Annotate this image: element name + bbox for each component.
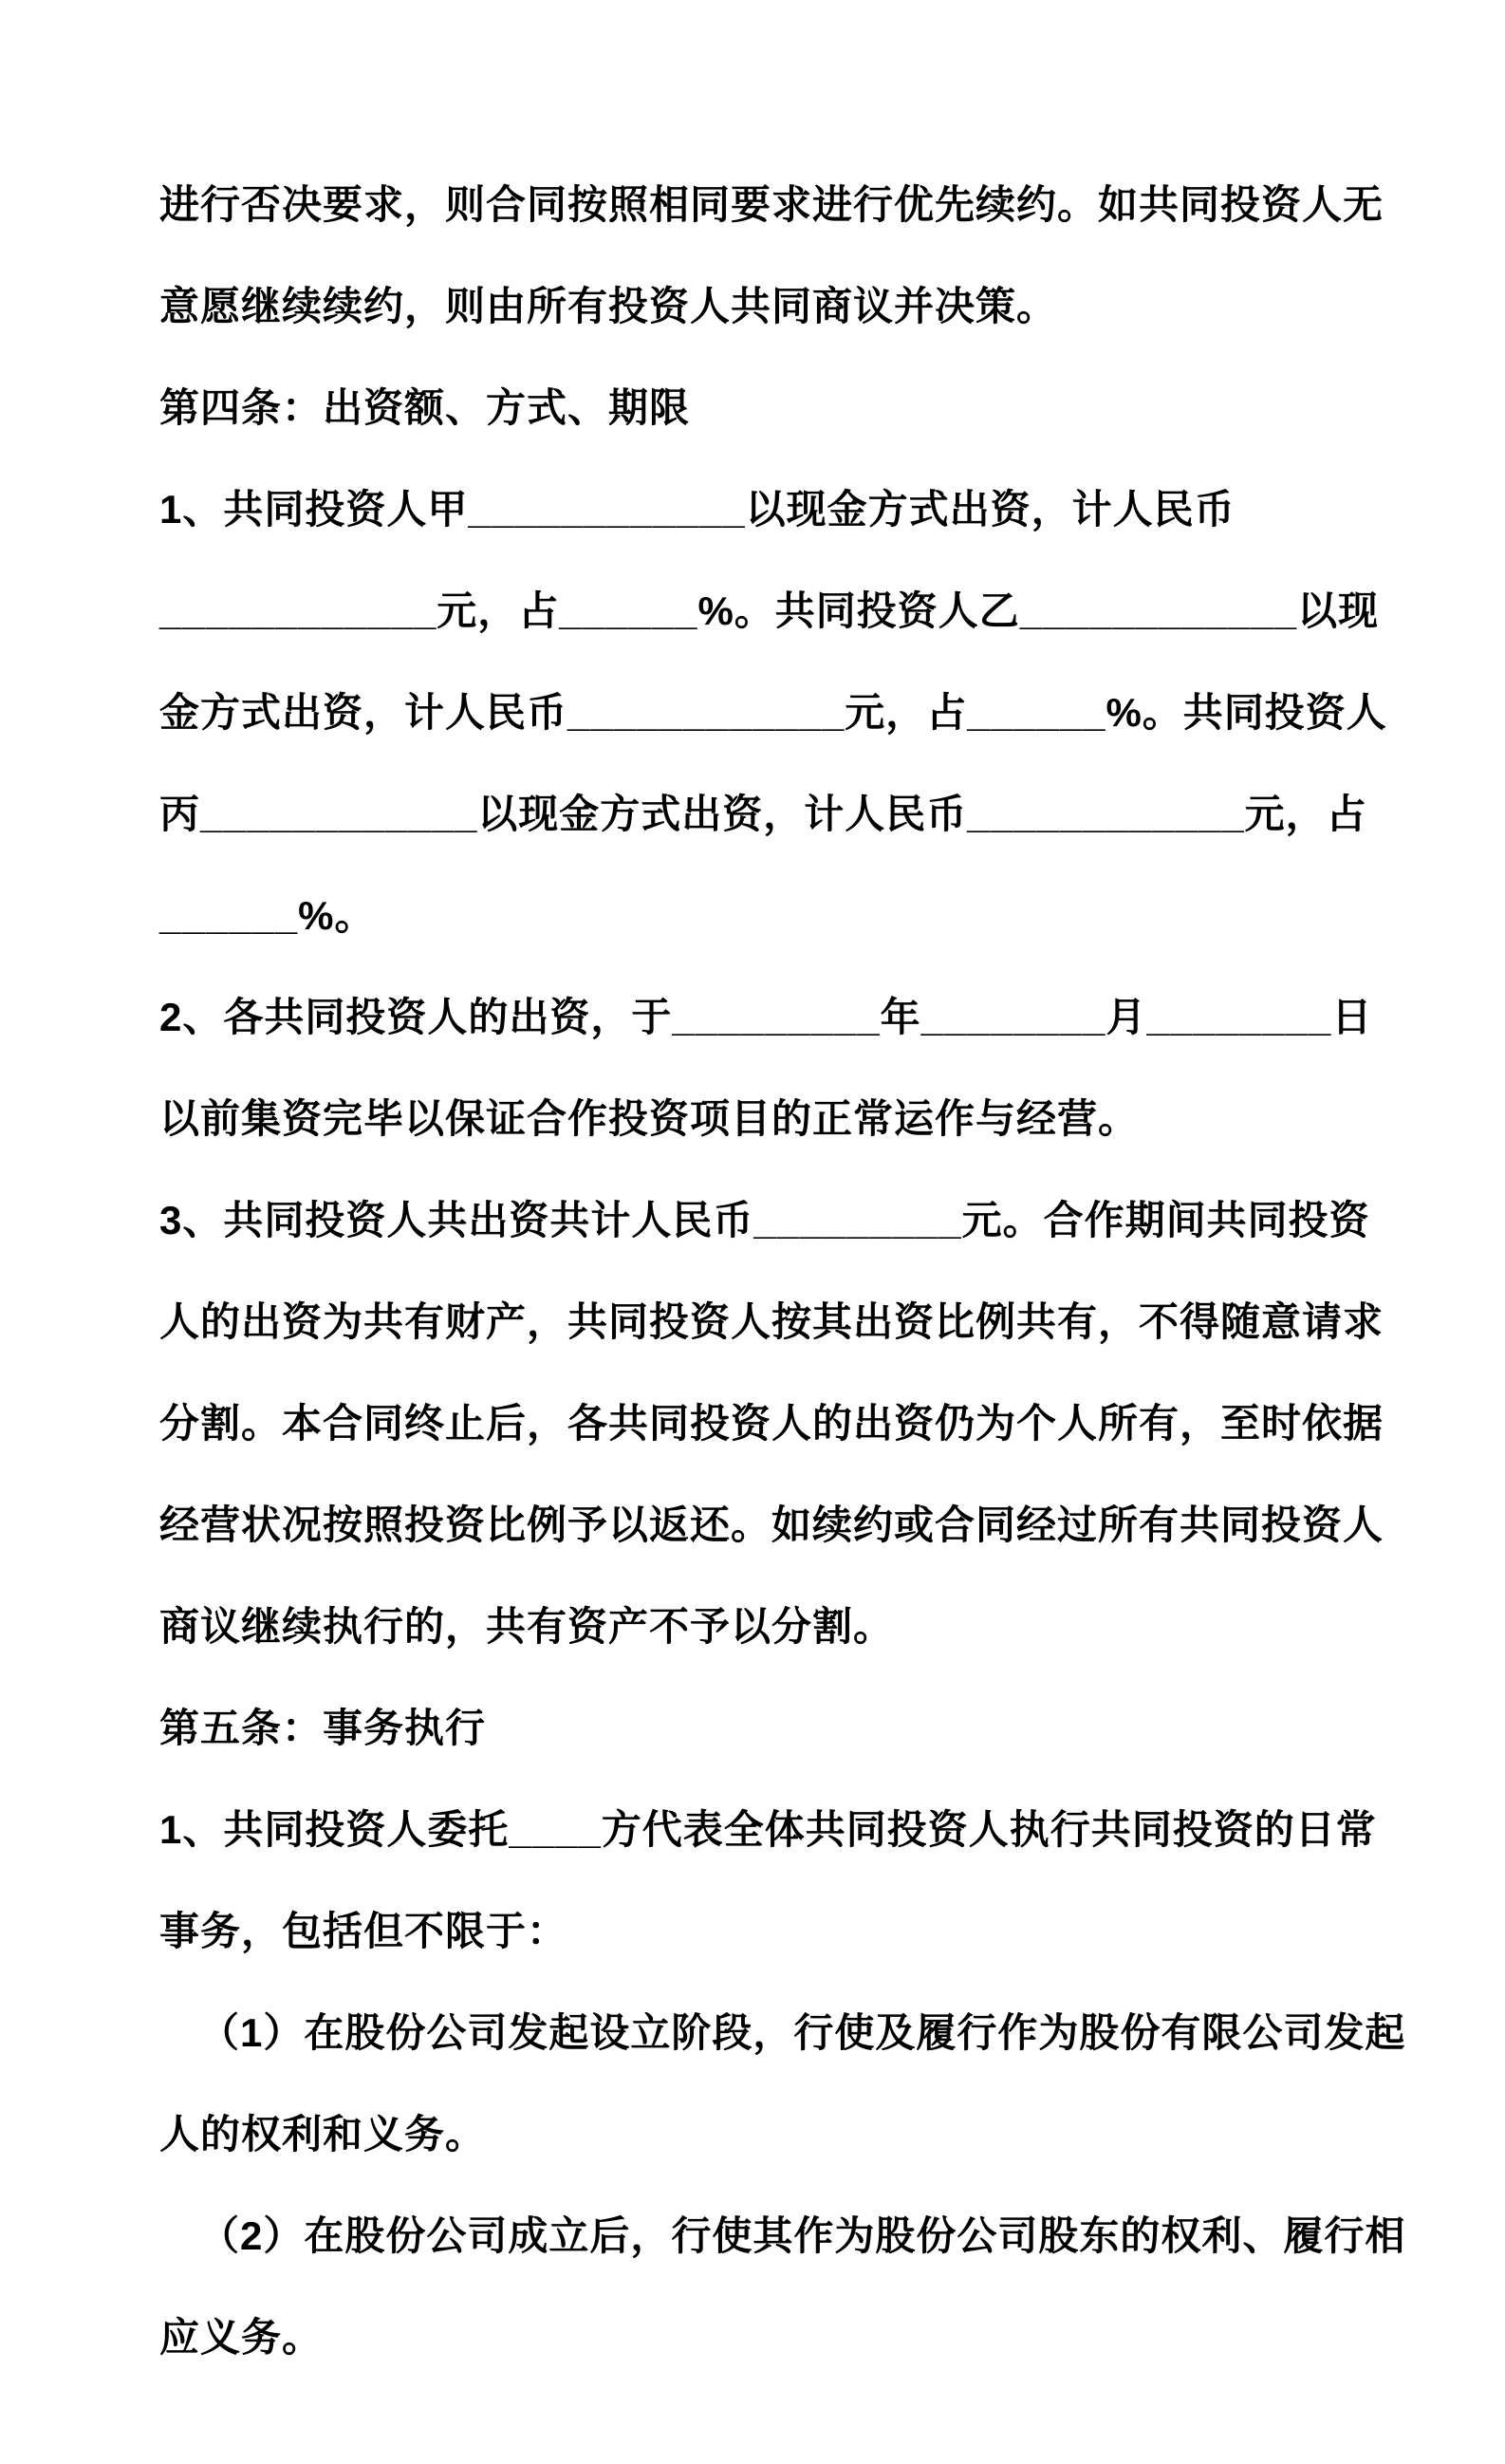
- doc-line: 人的出资为共有财产，共同投资人按其出资比例共有，不得随意请求: [159, 1299, 1384, 1344]
- doc-line: ______%。: [159, 893, 376, 938]
- doc-line: 1、共同投资人委托____方代表全体共同投资人执行共同投资的日常: [159, 1807, 1377, 1852]
- section-heading-article-4: 第四条：出资额、方式、期限: [159, 385, 691, 430]
- doc-line: 2、各共同投资人的出资，于_________年________月________日: [159, 995, 1373, 1039]
- doc-line: 事务，包括但不限于：: [159, 1909, 568, 1953]
- doc-line-clause-1: （1）在股份公司发起设立阶段，行使及履行作为股份有限公司发起: [199, 2010, 1406, 2055]
- doc-line: 商议继续执行的，共有资产不予以分割。: [159, 1604, 895, 1649]
- doc-line-clause-2: （2）在股份公司成立后，行使其作为股份公司股东的权利、履行相: [199, 2213, 1406, 2258]
- doc-line: 意愿继续续约，则由所有投资人共同商议并决策。: [159, 284, 1058, 328]
- doc-line: 人的权利和义务。: [159, 2112, 487, 2156]
- doc-line: ____________元，占______%。共同投资人乙____________以现: [159, 588, 1380, 633]
- section-heading-article-5: 第五条：事务执行: [159, 1706, 487, 1750]
- doc-line: 以前集资完毕以保证合作投资项目的正常运作与经营。: [159, 1096, 1140, 1141]
- doc-line: 1、共同投资人甲____________以现金方式出资，计人民币: [159, 487, 1236, 532]
- doc-line: 应义务。: [159, 2315, 324, 2360]
- doc-line: 3、共同投资人共出资共计人民币_________元。合作期间共同投资: [159, 1198, 1370, 1242]
- doc-line: 经营状况按照投资比例予以返还。如续约或合同经过所有共同投资人: [159, 1503, 1384, 1547]
- doc-line: 进行否决要求，则合同按照相同要求进行优先续约。如共同投资人无: [159, 182, 1384, 227]
- doc-line: 丙____________以现金方式出资，计人民币____________元，占: [159, 792, 1367, 836]
- doc-line: 分割。本合同终止后，各共同投资人的出资仍为个人所有，至时依据: [159, 1401, 1384, 1446]
- doc-line: 金方式出资，计人民币____________元，占______%。共同投资人: [159, 690, 1387, 735]
